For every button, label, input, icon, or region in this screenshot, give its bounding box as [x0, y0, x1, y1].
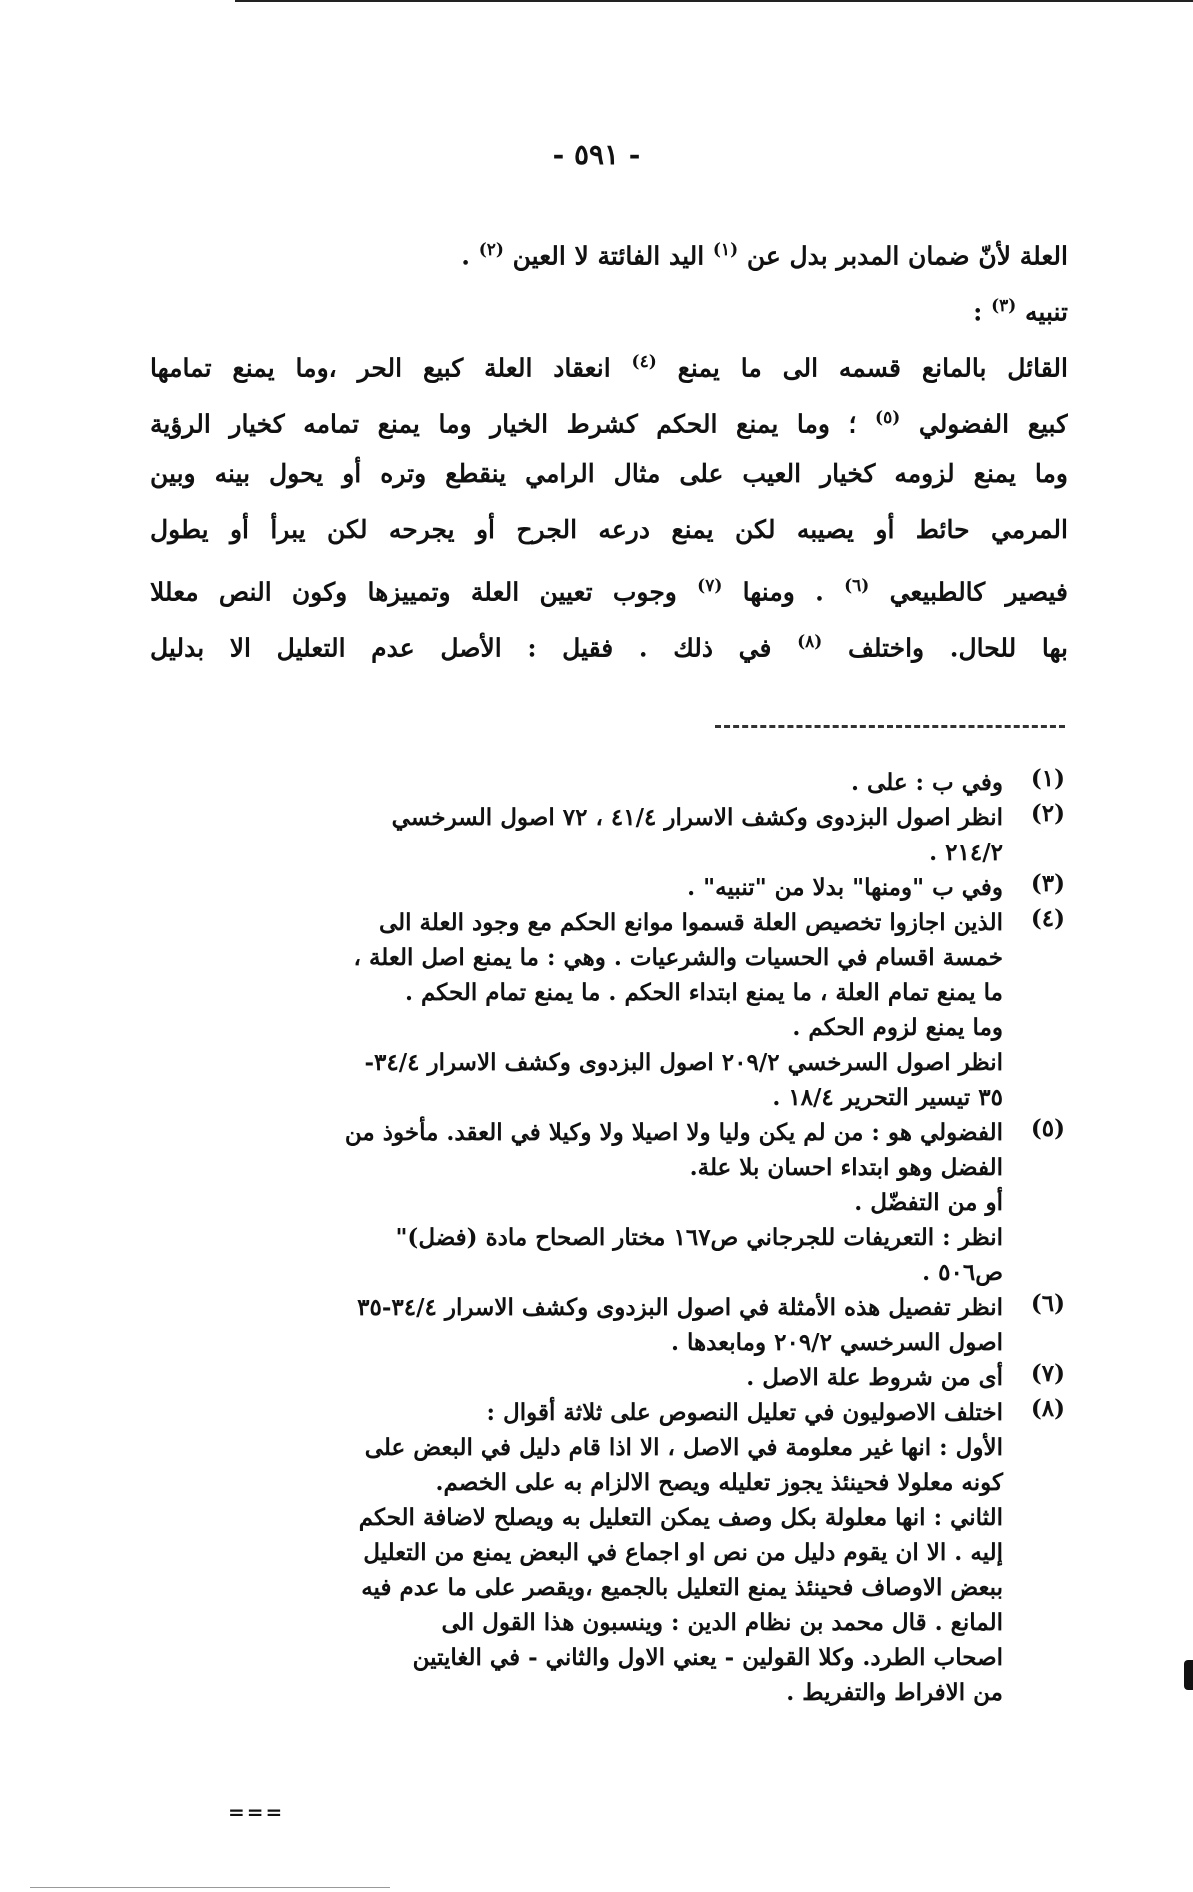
- footnote: [120, 765, 1065, 800]
- footnote-line: كونه معلولا فحينئذ يجوز تعليله ويصح الالزام به على الخصم.: [435, 1469, 1003, 1496]
- footnote-text: [120, 800, 1003, 870]
- footnote-line: ببعض الاوصاف فحينئذ يمنع التعليل بالجميع ،ويقصر على ما عدم فيه: [361, 1574, 1003, 1601]
- footnote-number: (٣): [1030, 870, 1065, 897]
- footnote-line: ٣٥ تيسير التحرير ١٨/٤ .: [772, 1084, 1003, 1111]
- footnote-separator: [715, 725, 1065, 728]
- footnote: [120, 1395, 1065, 1710]
- footnote: [120, 870, 1065, 905]
- bottom-rule: [30, 1887, 390, 1888]
- footnote: [120, 905, 1065, 1115]
- footnote-line: ٢١٤/٢ .: [929, 839, 1003, 866]
- footnote: [120, 1115, 1065, 1290]
- footnote-number: (٥): [1030, 1115, 1065, 1142]
- footnote-number: (٦): [1030, 1290, 1065, 1317]
- end-mark: ===: [228, 1800, 285, 1824]
- body-line: القائل بالمانع قسمه الى ما يمنع $^{(٤)}$ انعقاد العلة كبيع الحر ،وما يمنع تمامها: [150, 352, 1068, 383]
- footnote-line: الثاني : انها معلولة بكل وصف يمكن التعليل به ويصلح لاضافة الحكم: [358, 1504, 1003, 1531]
- footnote-line: الفضولي هو : من لم يكن وليا ولا اصيلا ولا وكيلا في العقد. مأخوذ من: [344, 1119, 1003, 1146]
- footnote-line: إليه . الا ان يقوم دليل من نص او اجماع في البعض يمنع من التعليل: [363, 1539, 1003, 1566]
- footnote-line: انظر اصول السرخسي ٢٠٩/٢ اصول البزدوى وكشف الاسرار ٣٤/٤-: [364, 1049, 1003, 1076]
- body-line: كبيع الفضولي $^{(٥)}$ ؛ وما يمنع الحكم كشرط الخيار وما يمنع تمامه كخيار الرؤية: [150, 408, 1068, 439]
- footnote-line: من الافراط والتفريط .: [786, 1679, 1003, 1706]
- section-heading: [150, 278, 1068, 334]
- top-rule: [235, 0, 1193, 2]
- footnote-line: انظر : التعريفات للجرجاني ص١٦٧ مختار الصحاح مادة (فضل)": [395, 1224, 1003, 1251]
- footnote: [120, 1290, 1065, 1360]
- footnote-text: [120, 870, 1003, 905]
- page-number: - ٥٩١ -: [552, 138, 641, 171]
- footnote-line: وفي ب : على .: [851, 769, 1003, 796]
- footnote-text: [120, 1395, 1003, 1710]
- footnote-line: الفضل وهو ابتداء احسان بلا علة.: [689, 1154, 1003, 1181]
- footnote-line: ص٥٠٦ .: [922, 1259, 1003, 1286]
- footnote-line: ما يمنع تمام العلة ، ما يمنع ابتداء الحكم . ما يمنع تمام الحكم .: [404, 979, 1003, 1006]
- footnote-line: وما يمنع لزوم الحكم .: [792, 1014, 1003, 1041]
- footnote-line: اصحاب الطرد. وكلا القولين - يعني الاول والثاني - في الغايتين: [412, 1644, 1003, 1671]
- footnote-number: (٢): [1030, 800, 1065, 827]
- footnote-line: اختلف الاصوليون في تعليل النصوص على ثلاثة أقوال :: [486, 1399, 1003, 1426]
- footnote-text: [120, 1360, 1003, 1395]
- footnotes: [120, 765, 1065, 1710]
- body-line: المرمي حائط أو يصيبه لكن يمنع درعه الجرح أو يجرحه لكن يبرأ أو يطول: [150, 515, 1068, 544]
- footnote-line: المانع . قال محمد بن نظام الدين : وينسبون هذا القول الى: [441, 1609, 1003, 1636]
- footnote-line: أى من شروط علة الاصل .: [746, 1364, 1003, 1391]
- footnote-number: (١): [1030, 765, 1065, 792]
- footnote-line: انظر تفصيل هذه الأمثلة في اصول البزدوى وكشف الاسرار ٣٤/٤-٣٥: [357, 1294, 1003, 1321]
- main-text: [150, 222, 1068, 670]
- footnote-line: أو من التفضّل .: [854, 1189, 1003, 1216]
- footnote-line: وفي ب "ومنها" بدلا من "تنبيه" .: [687, 874, 1003, 901]
- footnote-line: اصول السرخسي ٢٠٩/٢ ومابعدها .: [670, 1329, 1003, 1356]
- heading-text: تنبيه $^{(٣)}$ :: [973, 278, 1068, 334]
- footnote-text: [120, 1115, 1003, 1290]
- footnote-text: [120, 905, 1003, 1115]
- footnote: [120, 1360, 1065, 1395]
- body-line: العلة لأنّ ضمان المدبر بدل عن $^{(١)}$ اليد الفائتة لا العين $^{(٢)}$ .: [461, 240, 1068, 271]
- footnote-number: (٧): [1030, 1360, 1065, 1387]
- footnote-line: خمسة اقسام في الحسيات والشرعيات . وهي : ما يمنع اصل العلة ،: [353, 944, 1003, 971]
- footnote-text: [120, 1290, 1003, 1360]
- body-line: بها للحال. واختلف $^{(٨)}$ في ذلك . فقيل : الأصل عدم التعليل الا بدليل: [150, 632, 1068, 663]
- footnote: [120, 800, 1065, 870]
- body-line: وما يمنع لزومه كخيار العيب على مثال الرامي ينقطع وتره أو يحول بينه وبين: [150, 459, 1068, 488]
- footnote-line: الذين اجازوا تخصيص العلة قسموا موانع الحكم مع وجود العلة الى: [378, 909, 1003, 936]
- footnote-text: [120, 765, 1003, 800]
- footnote-line: انظر اصول البزدوى وكشف الاسرار ٤١/٤ ، ٧٢ اصول السرخسي: [391, 804, 1003, 831]
- footnote-number: (٤): [1030, 905, 1065, 932]
- footnote-line: الأول : انها غير معلومة في الاصل ، الا اذا قام دليل في البعض على: [364, 1434, 1003, 1461]
- footnote-number: (٨): [1030, 1395, 1065, 1422]
- edge-mark: [1184, 1660, 1193, 1690]
- body-line: فيصير كالطبيعي $^{(٦)}$ . ومنها $^{(٧)}$ وجوب تعيين العلة وتمييزها وكون النص معللا: [150, 576, 1068, 607]
